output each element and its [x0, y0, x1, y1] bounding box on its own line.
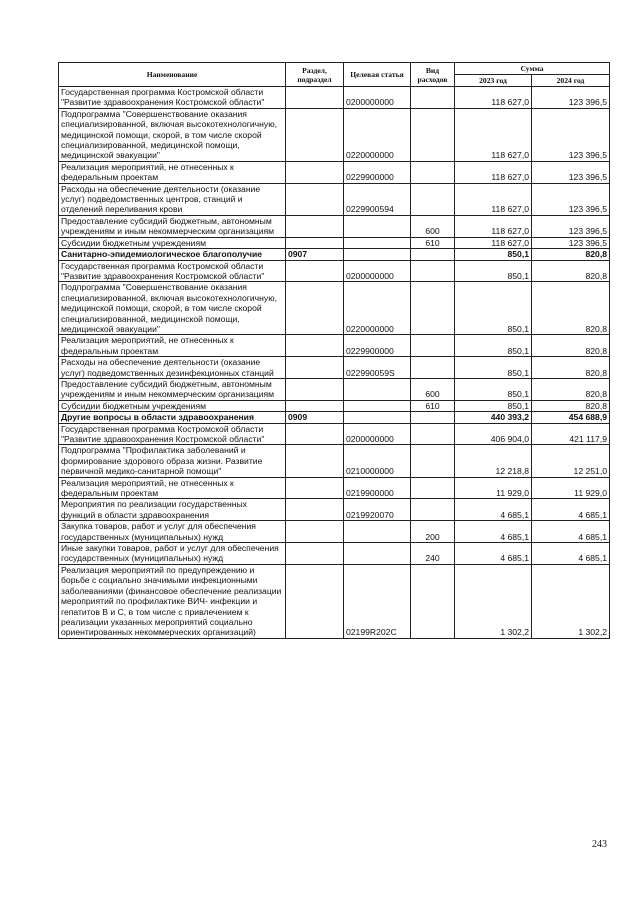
cell-target: [344, 249, 411, 260]
cell-type: [411, 335, 455, 357]
cell-2024: 820,8: [532, 335, 610, 357]
col-header-section: Раздел, подраздел: [286, 63, 344, 87]
col-header-name: Наименование: [59, 63, 286, 87]
cell-2023: 11 929,0: [455, 477, 532, 499]
cell-target: 02199R202C: [344, 564, 411, 638]
cell-2023: 4 685,1: [455, 521, 532, 543]
cell-type: [411, 412, 455, 423]
cell-name: Расходы на обеспечение деятельности (оказание услуг) подведомственных центров, станций и отделений переливания крови: [59, 183, 286, 215]
cell-section: [286, 477, 344, 499]
cell-target: 0200000000: [344, 260, 411, 282]
cell-section: [286, 445, 344, 477]
cell-2023: 850,1: [455, 400, 532, 411]
table-row: [59, 183, 610, 215]
cell-type: 610: [411, 237, 455, 248]
cell-section: [286, 183, 344, 215]
table-row: [59, 521, 610, 543]
cell-2024: 123 396,5: [532, 237, 610, 248]
cell-2024: 123 396,5: [532, 215, 610, 237]
cell-type: [411, 423, 455, 445]
cell-section: [286, 87, 344, 109]
table-row: [59, 445, 610, 477]
cell-section: [286, 108, 344, 161]
cell-name: Субсидии бюджетным учреждениям: [59, 400, 286, 411]
cell-2023: 850,1: [455, 249, 532, 260]
cell-type: [411, 499, 455, 521]
col-header-sum: Сумма: [455, 63, 610, 75]
table-row: [59, 378, 610, 400]
table-row: [59, 543, 610, 565]
cell-2024: 4 685,1: [532, 543, 610, 565]
table-row: [59, 237, 610, 248]
cell-section: [286, 564, 344, 638]
table-row: [59, 215, 610, 237]
cell-name: Субсидии бюджетным учреждениям: [59, 237, 286, 248]
col-header-target: Целевая статья: [344, 63, 411, 87]
cell-target: 0210000000: [344, 445, 411, 477]
cell-2024: 820,8: [532, 378, 610, 400]
cell-2023: 406 904,0: [455, 423, 532, 445]
cell-type: [411, 183, 455, 215]
table-row: [59, 335, 610, 357]
cell-target: [344, 543, 411, 565]
cell-name: Санитарно-эпидемиологическое благополучие: [59, 249, 286, 260]
cell-target: 0200000000: [344, 423, 411, 445]
cell-type: [411, 260, 455, 282]
cell-type: [411, 357, 455, 379]
cell-type: [411, 108, 455, 161]
cell-2024: 11 929,0: [532, 477, 610, 499]
cell-name: Расходы на обеспечение деятельности (оказание услуг) подведомственных дезинфекционных станций: [59, 357, 286, 379]
cell-name: Подпрограмма "Совершенствование оказания специализированной, включая высокотехнологичную, медицинской помощи, скорой, в том числе скорой специализированной, медицинской помощи, медицинской эвакуации": [59, 282, 286, 335]
cell-name: Реализация мероприятий, не отнесенных к федеральным проектам: [59, 477, 286, 499]
cell-2024: 123 396,5: [532, 183, 610, 215]
cell-2024: 820,8: [532, 249, 610, 260]
cell-name: Закупка товаров, работ и услуг для обеспечения государственных (муниципальных) нужд: [59, 521, 286, 543]
cell-target: 022990059S: [344, 357, 411, 379]
cell-2023: 440 393,2: [455, 412, 532, 423]
cell-2024: 421 117,9: [532, 423, 610, 445]
cell-section: [286, 335, 344, 357]
cell-name: Государственная программа Костромской области "Развитие здравоохранения Костромской области": [59, 87, 286, 109]
cell-section: [286, 543, 344, 565]
cell-name: Предоставление субсидий бюджетным, автономным учреждениям и иным некоммерческим организациям: [59, 215, 286, 237]
cell-2023: 1 302,2: [455, 564, 532, 638]
cell-name: Подпрограмма "Профилактика заболеваний и формирование здорового образа жизни. Развитие первичной медико-санитарной помощи": [59, 445, 286, 477]
cell-type: [411, 249, 455, 260]
table-row: [59, 477, 610, 499]
cell-2023: 850,1: [455, 378, 532, 400]
table-row: [59, 260, 610, 282]
cell-2024: 820,8: [532, 357, 610, 379]
cell-2024: 123 396,5: [532, 87, 610, 109]
cell-2023: 118 627,0: [455, 87, 532, 109]
cell-2023: 12 218,8: [455, 445, 532, 477]
cell-2024: 820,8: [532, 260, 610, 282]
cell-target: 0219920070: [344, 499, 411, 521]
cell-target: 0229900000: [344, 335, 411, 357]
cell-name: Подпрограмма "Совершенствование оказания специализированной, включая высокотехнологичную, медицинской помощи, скорой, в том числе скорой специализированной, медицинской помощи, медицинской эвакуации": [59, 108, 286, 161]
cell-section: 0909: [286, 412, 344, 423]
page-number: 243: [592, 839, 607, 850]
cell-section: [286, 499, 344, 521]
cell-2023: 118 627,0: [455, 215, 532, 237]
cell-2023: 850,1: [455, 335, 532, 357]
cell-section: [286, 521, 344, 543]
cell-type: [411, 564, 455, 638]
col-header-type: Вид расходов: [411, 63, 455, 87]
cell-section: [286, 400, 344, 411]
cell-type: 240: [411, 543, 455, 565]
table-row: [59, 400, 610, 411]
cell-section: [286, 161, 344, 183]
cell-type: 200: [411, 521, 455, 543]
cell-target: 0229900594: [344, 183, 411, 215]
cell-2023: 850,1: [455, 357, 532, 379]
cell-name: Предоставление субсидий бюджетным, автономным учреждениям и иным некоммерческим организациям: [59, 378, 286, 400]
cell-2024: 123 396,5: [532, 161, 610, 183]
cell-type: [411, 445, 455, 477]
table-row: [59, 412, 610, 423]
cell-target: 0219900000: [344, 477, 411, 499]
table-row: [59, 499, 610, 521]
table-row: [59, 564, 610, 638]
cell-name: Мероприятия по реализации государственных функций в области здравоохранения: [59, 499, 286, 521]
cell-section: [286, 237, 344, 248]
cell-target: [344, 521, 411, 543]
cell-name: Реализация мероприятий по предупреждению и борьбе с социально значимыми инфекционными заболеваниями (финансовое обеспечение реализации мероприятий по профилактике ВИЧ- инфекции и гепатитов В и С, в том числе с привлечением к реализации указанных мероприятий социально ориентированных некоммерческих организаций): [59, 564, 286, 638]
cell-type: 600: [411, 378, 455, 400]
cell-name: Реализация мероприятий, не отнесенных к федеральным проектам: [59, 335, 286, 357]
cell-name: Иные закупки товаров, работ и услуг для обеспечения государственных (муниципальных) нужд: [59, 543, 286, 565]
cell-name: Другие вопросы в области здравоохранения: [59, 412, 286, 423]
cell-2024: 820,8: [532, 400, 610, 411]
cell-section: [286, 260, 344, 282]
cell-2024: 820,8: [532, 282, 610, 335]
cell-2024: 4 685,1: [532, 521, 610, 543]
cell-2023: 4 685,1: [455, 499, 532, 521]
cell-2024: 123 396,5: [532, 108, 610, 161]
cell-section: 0907: [286, 249, 344, 260]
cell-2023: 118 627,0: [455, 108, 532, 161]
cell-target: 0220000000: [344, 282, 411, 335]
cell-2023: 850,1: [455, 260, 532, 282]
cell-2024: 1 302,2: [532, 564, 610, 638]
cell-type: [411, 161, 455, 183]
cell-2023: 118 627,0: [455, 183, 532, 215]
cell-section: [286, 282, 344, 335]
cell-name: Государственная программа Костромской области "Развитие здравоохранения Костромской области": [59, 423, 286, 445]
cell-type: 600: [411, 215, 455, 237]
cell-target: 0200000000: [344, 87, 411, 109]
cell-target: [344, 412, 411, 423]
cell-name: Государственная программа Костромской области "Развитие здравоохранения Костромской области": [59, 260, 286, 282]
cell-2023: 4 685,1: [455, 543, 532, 565]
table-row: [59, 357, 610, 379]
cell-target: [344, 400, 411, 411]
cell-section: [286, 215, 344, 237]
cell-name: Реализация мероприятий, не отнесенных к федеральным проектам: [59, 161, 286, 183]
col-header-2023: 2023 год: [455, 75, 532, 87]
table-header: [59, 63, 610, 87]
table-body: [59, 87, 610, 639]
cell-2024: 454 688,9: [532, 412, 610, 423]
col-header-2024: 2024 год: [532, 75, 610, 87]
table-row: [59, 108, 610, 161]
cell-2023: 118 627,0: [455, 161, 532, 183]
table-row: [59, 423, 610, 445]
table-row: [59, 282, 610, 335]
cell-target: [344, 237, 411, 248]
cell-2023: 850,1: [455, 282, 532, 335]
cell-2024: 4 685,1: [532, 499, 610, 521]
cell-target: 0229900000: [344, 161, 411, 183]
budget-table: [58, 62, 610, 639]
cell-section: [286, 378, 344, 400]
cell-2024: 12 251,0: [532, 445, 610, 477]
cell-type: 610: [411, 400, 455, 411]
table-row: [59, 161, 610, 183]
cell-type: [411, 477, 455, 499]
cell-target: [344, 378, 411, 400]
table-row: [59, 87, 610, 109]
table-row: [59, 249, 610, 260]
cell-section: [286, 423, 344, 445]
cell-2023: 118 627,0: [455, 237, 532, 248]
cell-type: [411, 282, 455, 335]
cell-section: [286, 357, 344, 379]
cell-target: 0220000000: [344, 108, 411, 161]
cell-target: [344, 215, 411, 237]
cell-type: [411, 87, 455, 109]
